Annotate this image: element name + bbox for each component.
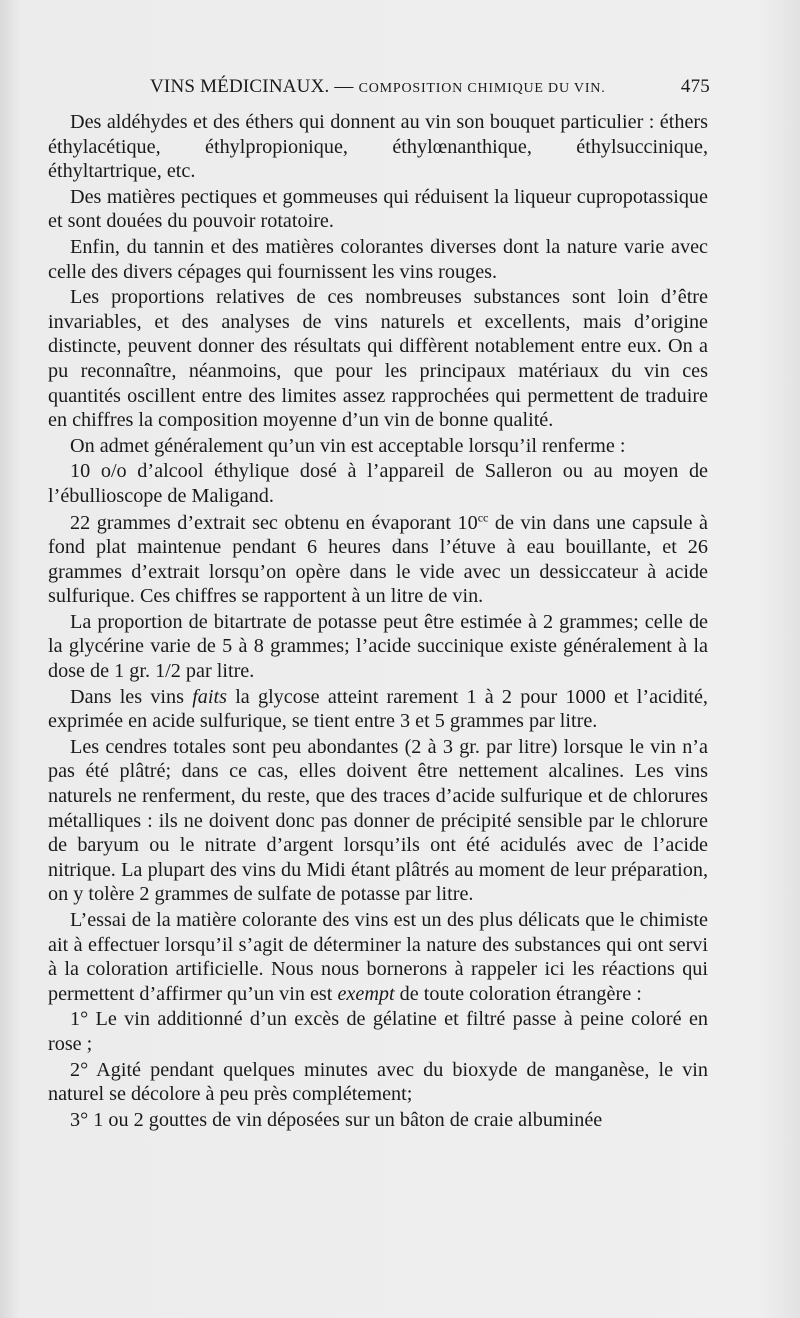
paragraph-text: de vin dans une capsule à fond plat maintenue pendant 6 heures dans l’étuve à eau bouillante, et 26 grammes d’extrait lorsqu’on opère dans le vide avec un dessiccateur à acide sulfurique. Ces chiffres se rapportent à un litre de vin. bbox=[48, 511, 708, 608]
paragraph: 1° Le vin additionné d’un excès de gélatine et filtré passe à peine coloré en rose ; bbox=[48, 1008, 708, 1055]
paragraph: Les proportions relatives de ces nombreuses substances sont loin d’être invariables, et des analyses de vins naturels et excellents, mais d’origine distincte, peuvent donner des résultats qui diffèrent notablement entre eux. On a pu reconnaître, néanmoins, que pour les principaux matériaux du vin ces quantités oscillent entre des limites assez rapprochées qui permettent de traduire en chiffres la composition moyenne d’un vin de bonne qualité. bbox=[48, 286, 708, 432]
italic-word: faits bbox=[192, 685, 227, 708]
paragraph: 2° Agité pendant quelques minutes avec du bioxyde de manganèse, le vin naturel se décolore à peu près complétement; bbox=[48, 1058, 708, 1106]
paragraph: 3° 1 ou 2 gouttes de vin déposées sur un bâton de craie albuminée bbox=[70, 1108, 603, 1131]
paragraph-text: la glycose atteint rarement 1 à 2 pour 1000 et l’acidité, exprimée en acide sulfurique, se tient entre 3 et 5 grammes par litre. bbox=[48, 685, 708, 733]
paragraph: Enfin, du tannin et des matières colorantes diverses dont la nature varie avec celle des divers cépages qui fournissent les vins rouges. bbox=[48, 235, 708, 283]
paragraph: On admet généralement qu’un vin est acceptable lorsqu’il renferme : bbox=[70, 434, 626, 457]
paragraph-text: L’essai de la matière colorante des vins est un des plus délicats que le chimiste ait à effectuer lorsqu’il s’agit de déterminer la nature des substances qui ont servi à la coloration artificielle. Nous nous bornerons à rappeler ici les réactions qui permettent d’affirmer qu’un vin est bbox=[48, 909, 708, 1005]
paragraph bbox=[48, 511, 708, 609]
paragraph: Des aldéhydes et des éthers qui donnent au vin son bouquet particulier : éthers éthylacétique, éthylpropionique, éthylœnanthique, éthylsuccinique, éthyltartrique, etc. bbox=[48, 111, 708, 183]
paragraph: Les cendres totales sont peu abondantes (2 à 3 gr. par litre) lorsque le vin n’a pas été plâtré; dans ce cas, elles doivent être nettement alcalines. Les vins naturels ne renferment, du reste, que des traces d’acide sulfurique et de chlorures métalliques : ils ne doivent donc pas donner de précipité sensible par le chlorure de baryum ou le nitrate d’argent lorsqu’ils ont été acidulés avec de l’acide nitrique. La plupart des vins du Midi étant plâtrés au moment de leur préparation, on y tolère 2 grammes de sulfate de potasse par litre. bbox=[48, 735, 708, 906]
paragraph: La proportion de bitartrate de potasse peut être estimée à 2 grammes; celle de la glycérine varie de 5 à 8 grammes; l’acide succinique existe généralement à la dose de 1 gr. 1/2 par litre. bbox=[48, 610, 708, 683]
superscript-unit: cc bbox=[477, 509, 489, 524]
paragraph bbox=[48, 908, 708, 1006]
header-dash: — bbox=[329, 76, 359, 97]
body-text bbox=[48, 110, 708, 1133]
paragraph: Des matières pectiques et gommeuses qui réduisent la liqueur cupropotassique et sont douées du pouvoir rotatoire. bbox=[48, 185, 708, 233]
page-number: 475 bbox=[680, 76, 710, 97]
paragraph-text: 22 grammes d’extrait sec obtenu en évaporant 10 bbox=[70, 511, 478, 534]
header-subtitle: COMPOSITION CHIMIQUE DU VIN. bbox=[358, 81, 606, 96]
header-title: VINS MÉDICINAUX. bbox=[150, 76, 330, 97]
header-title-group bbox=[150, 76, 606, 98]
paragraph-text: de toute coloration étrangère : bbox=[394, 982, 642, 1005]
paragraph-text: Dans les vins bbox=[70, 685, 193, 708]
paragraph: 10 o/o d’alcool éthylique dosé à l’appareil de Salleron ou au moyen de l’ébullioscope de Maligand. bbox=[48, 460, 708, 507]
italic-word: exempt bbox=[337, 982, 395, 1005]
paragraph bbox=[48, 685, 708, 734]
